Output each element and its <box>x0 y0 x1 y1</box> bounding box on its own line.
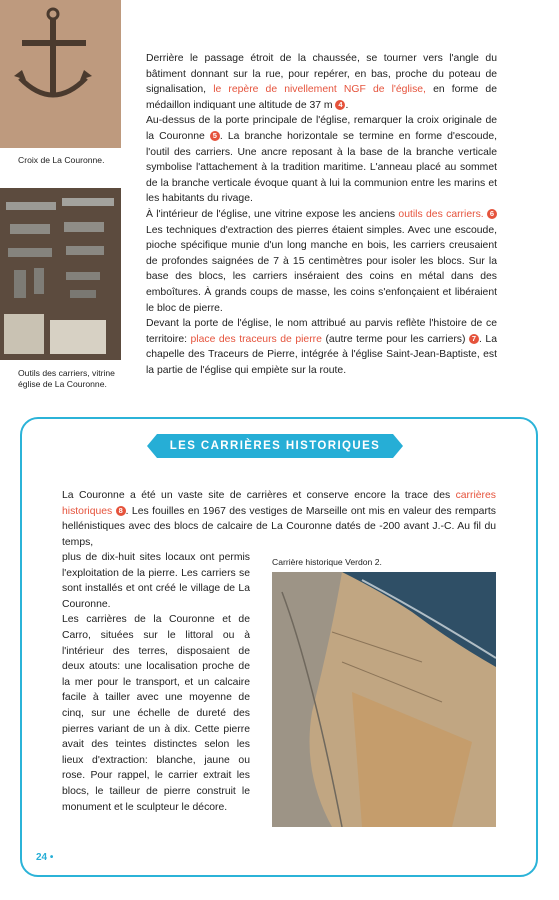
text-run: (autre terme pour les carriers) <box>321 333 469 345</box>
text-run: À l'intérieur de l'église, une vitrine expose les anciens <box>146 208 399 220</box>
carrieres-link[interactable]: carrières historiques <box>62 490 496 517</box>
text-run: en forme de médaillon indiquant une altitude de 37 m <box>146 84 497 111</box>
tools-caption <box>18 368 115 390</box>
verdon-photo <box>272 572 496 827</box>
paragraph-croix <box>146 113 497 207</box>
marker-4: 4 <box>335 100 345 110</box>
verdon-caption: Carrière historique Verdon 2. <box>272 557 382 567</box>
ngf-benchmark-link[interactable]: le repère de nivellement NGF de l'église, <box>213 84 426 96</box>
main-text <box>146 51 497 378</box>
tools-caption-line1: Outils des carriers, vitrine <box>18 368 115 378</box>
place-traceurs-link[interactable]: place des traceurs de pierre <box>190 333 322 345</box>
marker-8: 8 <box>116 506 126 516</box>
quarry-coast-icon <box>272 572 496 827</box>
text-run: La Couronne a été un vaste site de carrières et conserve encore la trace des <box>62 490 456 501</box>
tools-caption-line2: église de La Couronne. <box>18 379 107 389</box>
paragraph-parvis <box>146 316 497 378</box>
text-run: Devant la porte de l'église, le nom attribué au parvis reflète l'histoire de ce territoire: <box>146 318 497 345</box>
paragraph-ngf: Derrière le passage étroit de la chaussée, se tourner vers l'angle du bâtiment donnant sur la rue, pour repérer, en bas, proche du poteau de signalisation, le repère de nivellement NGF de l'église, en forme de médaillon indiquant une altitude de 37 m 4 . <box>146 53 497 111</box>
tools-photo <box>0 188 121 360</box>
column-paragraph-2: Les carrières de la Couronne et de Carro, situées sur le littoral ou à l'intérieur des terres, disposaient de deux atouts: une localisation proche de la mer pour le transport, et un calcaire facile à tailler avec une moyenne de cinq, sur une échelle de dureté des pierres variant de un à dix. Cette pierre avait des teintes distinctes selon les lieux d'extraction: blanche, jaune ou rose. Pour rappel, le carrier extrait les blocs, le tailleur de pierre construit le monument et le sculpteur le décore. <box>62 614 250 813</box>
cross-caption: Croix de La Couronne. <box>18 155 105 165</box>
tools-showcase-icon <box>0 188 121 360</box>
section-title: LES CARRIÈRES HISTORIQUES <box>157 434 393 458</box>
box-intro <box>62 488 496 550</box>
text-run: Au-dessus de la porte principale de l'église, remarquer la croix originale de la Couronne <box>146 115 497 142</box>
marker-6: 6 <box>487 209 497 219</box>
text-run: . La branche horizontale se termine en forme d'escoude, l'outil des carriers. Une ancre reposant à la base de la branche verticale symbolise l'attachement à la tradition maritime. L'anneau placé au sommet de la branche verticale évoque quant à lui la communion entre les marins et les habitants du rivage. <box>146 130 498 205</box>
column-paragraph-1: plus de dix-huit sites locaux ont permis l'exploitation de la pierre. Les carriers se sont installés et ont créé le village de La Couronne. <box>62 552 250 610</box>
text-run: . La chapelle des Traceurs de Pierre, intégrée à l'église Saint-Jean-Baptiste, est la partie de l'église qui empiète sur la route. <box>146 333 497 376</box>
text-run: Les techniques d'extraction des pierres étaient simples. Avec une escoude, pioche spécifique munie d'un long manche en bois, les carriers creusaient de profondes saignées de 7 à 15 centimètres pour isoler les blocs. Sur la base des blocs, les carriers inséraient des coins en métal dans des emboîtures. À grands coups de masse, les coins s'enfonçaient et libéraient le bloc de pierre. <box>146 224 497 314</box>
page-number: 24 • <box>36 852 54 863</box>
paragraph-outils <box>146 207 497 316</box>
marker-7: 7 <box>469 334 479 344</box>
text-run: Derrière le passage étroit de la chaussée, se tourner vers l'angle du bâtiment donnant sur la rue, pour repérer, en bas, proche du poteau de signalisation, <box>146 53 497 96</box>
outils-link[interactable]: outils des carriers. <box>398 208 484 220</box>
cross-anchor-icon <box>0 0 121 148</box>
marker-5: 5 <box>210 131 220 141</box>
box-column <box>62 550 250 815</box>
cross-photo <box>0 0 121 148</box>
text-run: . Les fouilles en 1967 des vestiges de Marseille ont mis en valeur des remparts hellénistiques avec des blocs de calcaire de La Couronne datés de -200 avant J.-C. Au fil du temps, <box>62 505 496 548</box>
